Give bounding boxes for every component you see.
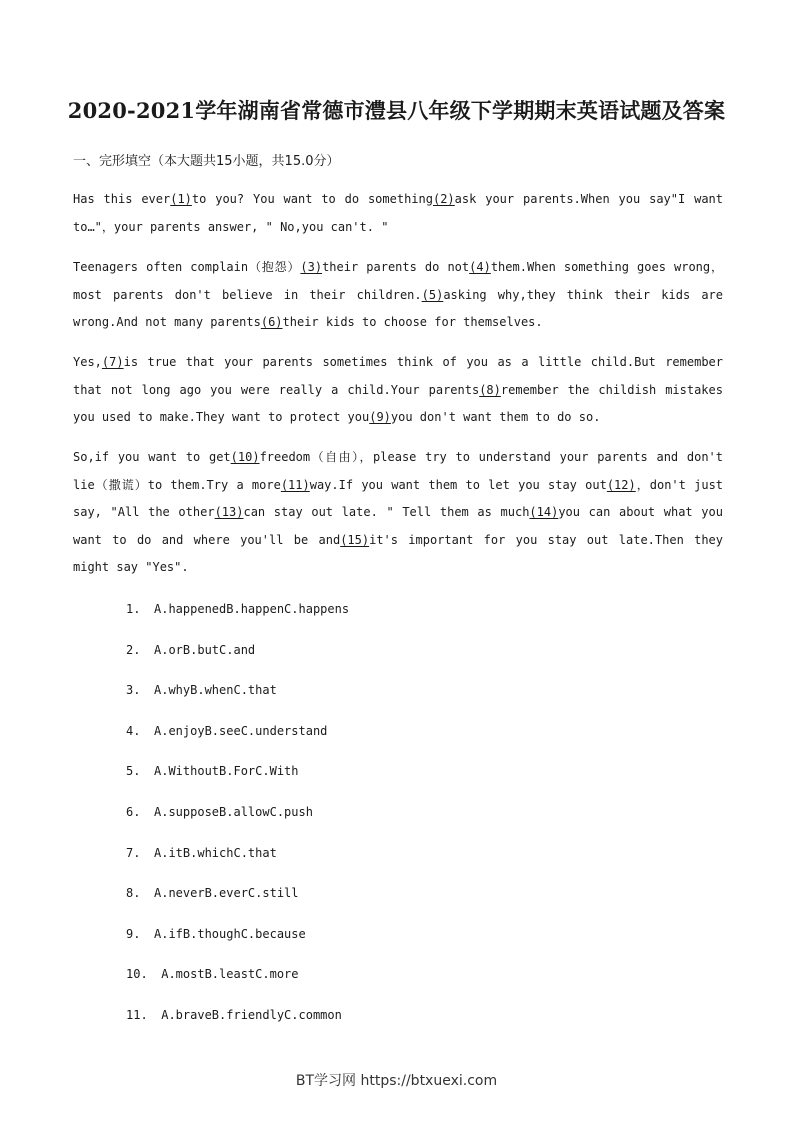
option-item	[126, 965, 299, 983]
section-heading: 一、完形填空（本大题共15小题，共15.0分）	[73, 154, 340, 169]
passage-text: them.When something goes wrong，most parents don't believe in their children.	[73, 260, 723, 302]
blank-number: (13)	[214, 505, 244, 519]
passage-paragraph-1	[73, 186, 723, 241]
blank-number: (6)	[260, 315, 283, 329]
option-number: 1.	[126, 602, 141, 616]
blank-number: (5)	[421, 287, 444, 302]
option-item	[126, 844, 277, 862]
passage-text: remember the childish mistakes you used to make.They want to protect you	[73, 382, 723, 424]
passage-text: way.If you want them to let you stay out	[309, 477, 607, 492]
option-item	[126, 681, 277, 699]
passage-paragraph-4	[73, 444, 723, 582]
option-number: 7.	[126, 845, 141, 860]
blank-number: (8)	[479, 382, 501, 397]
passage-paragraph-3	[73, 349, 723, 432]
option-item	[126, 641, 255, 659]
option-number: 2.	[126, 642, 141, 657]
blank-number: (15)	[340, 532, 370, 547]
blank-number: (10)	[230, 450, 260, 464]
blank-number: (4)	[469, 260, 491, 274]
blank-number: (11)	[280, 477, 310, 492]
blank-number: (9)	[369, 410, 391, 424]
option-item	[126, 600, 349, 618]
blank-number: (14)	[529, 505, 559, 519]
option-number: 6.	[126, 805, 141, 819]
document-title: 2020-2021学年湖南省常德市澧县八年级下学期期末英语试题及答案	[67, 98, 726, 123]
blank-number: (1)	[170, 192, 192, 206]
passage-text: is true that your parents sometimes think of you as a little child.But remember that not long ago you were really a child.Your parents	[73, 355, 723, 397]
option-choices: A.happenedB.happenC.happens	[154, 602, 350, 616]
option-number: 5.	[126, 764, 141, 779]
option-number: 3.	[126, 683, 141, 698]
passage-text: asking why,they think their kids are wrong.And not many parents	[73, 287, 723, 329]
passage-text: Teenagers often complain（抱怨）	[73, 260, 301, 274]
option-number: 11.	[126, 1008, 148, 1022]
option-choices: A.itB.whichC.that	[154, 845, 277, 860]
passage-text: can stay out late. " Tell them as much	[243, 505, 530, 519]
passage-text: freedom（自由），please try to understand your parents and don't lie（撒谎）to them.Try a more	[73, 450, 723, 492]
blank-number: (7)	[101, 355, 124, 369]
footer-watermark: BT学习网 https://btxuexi.com	[295, 1073, 498, 1089]
blank-number: (2)	[432, 192, 455, 206]
option-number: 9.	[126, 926, 141, 941]
option-choices: A.neverB.everC.still	[154, 886, 299, 901]
passage-text: to you? You want to do something	[191, 192, 433, 206]
passage-paragraph-2	[73, 254, 723, 337]
option-choices: A.enjoyB.seeC.understand	[154, 723, 328, 738]
option-number: 10.	[126, 967, 148, 982]
passage-text: ，don't just say, "All the other	[73, 477, 724, 519]
option-choices: A.whyB.whenC.that	[154, 683, 277, 698]
option-choices: A.orB.butC.and	[154, 642, 256, 657]
option-choices: A.braveB.friendlyC.common	[154, 1008, 342, 1022]
option-choices: A.mostB.leastC.more	[154, 967, 299, 982]
passage-text: Has this ever	[73, 192, 171, 206]
option-item	[126, 722, 327, 740]
passage-text: it's important for you stay out late.Then they might say "Yes".	[73, 532, 723, 574]
blank-number: (12)	[606, 477, 636, 492]
option-number: 8.	[126, 886, 141, 901]
option-item	[126, 925, 306, 943]
option-choices: A.ifB.thoughC.because	[154, 926, 306, 941]
option-item	[126, 884, 299, 902]
passage-text: their kids to choose for themselves.	[282, 315, 543, 329]
option-item	[126, 803, 313, 821]
passage-text: their parents do not	[322, 260, 470, 274]
option-item	[126, 1006, 342, 1024]
passage-text: So,if you want to get	[73, 450, 231, 464]
option-choices: A.supposeB.allowC.push	[154, 805, 313, 819]
passage-text: ask your parents.When you say"I want to…"，your parents answer, " No,you can't. "	[73, 192, 723, 234]
passage-text: you can about what you want to do and where you'll be and	[73, 505, 723, 547]
option-item	[126, 762, 299, 780]
option-number: 4.	[126, 723, 141, 738]
passage-text: Yes,	[73, 355, 102, 369]
option-choices: A.WithoutB.ForC.With	[154, 764, 299, 779]
passage-text: you don't want them to do so.	[390, 410, 601, 424]
blank-number: (3)	[300, 260, 323, 274]
